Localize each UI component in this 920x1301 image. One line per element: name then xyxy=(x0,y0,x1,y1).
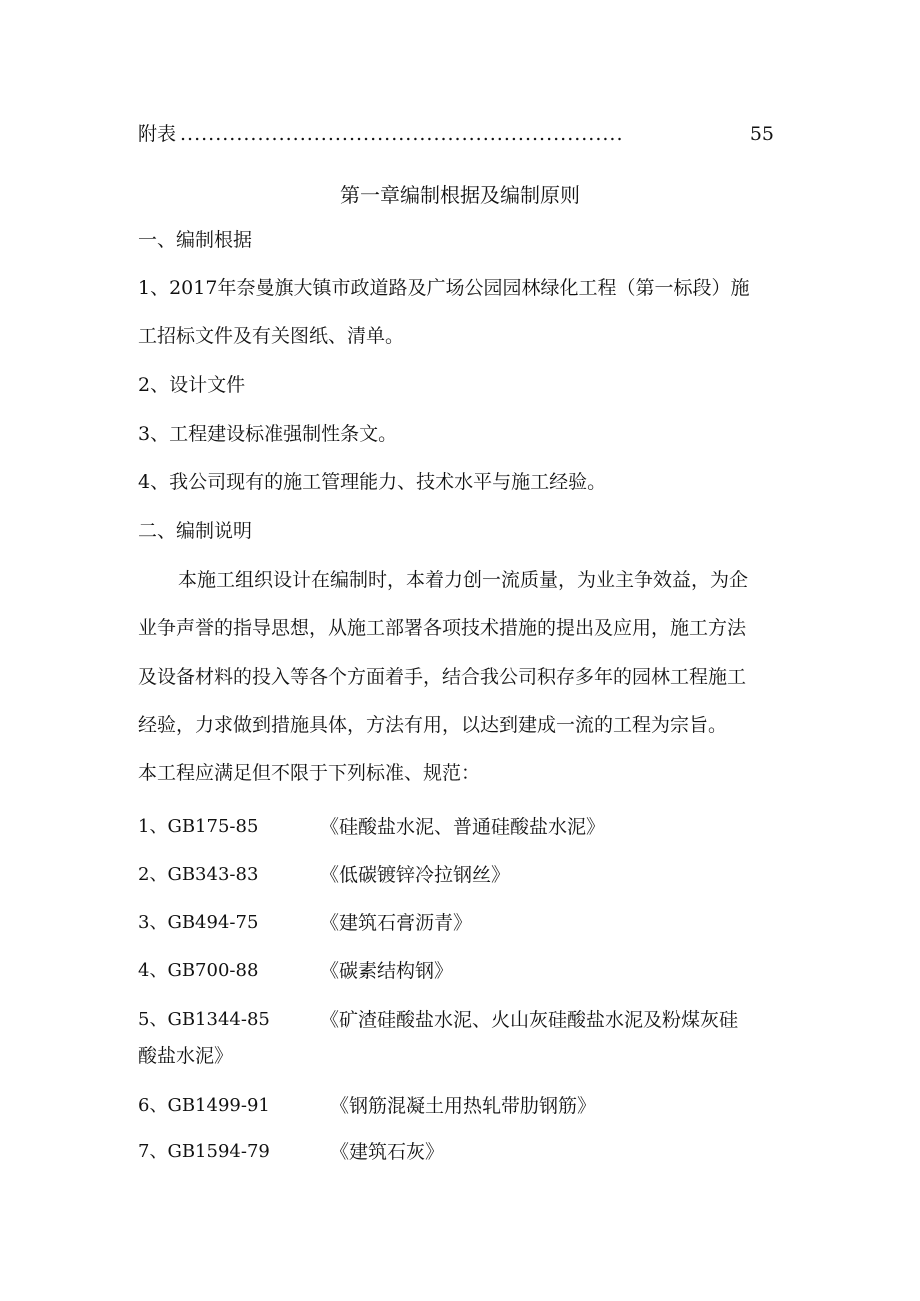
standard-title: 《矿渣硅酸盐水泥、火山灰硅酸盐水泥及粉煤灰硅 xyxy=(320,1009,739,1031)
toc-label: 附表 xyxy=(138,123,177,145)
standard-title: 《建筑石灰》 xyxy=(330,1141,445,1163)
standard-title: 《碳素结构钢》 xyxy=(320,960,454,982)
standards-intro: 本工程应满足但不限于下列标准、规范： xyxy=(138,762,481,784)
standard-code: 2、GB343-83 xyxy=(138,864,259,885)
standard-title: 《硅酸盐水泥、普通硅酸盐水泥》 xyxy=(320,816,606,838)
toc-leader-dots: ............................................................... xyxy=(180,123,624,145)
basis-item-3: 3、工程建设标准强制性条文。 xyxy=(138,423,398,445)
standard-title: 《钢筋混凝土用热轧带肋钢筋》 xyxy=(330,1095,597,1117)
standard-title: 《低碳镀锌冷拉钢丝》 xyxy=(320,864,511,886)
basis-item-4: 4、我公司现有的施工管理能力、技术水平与施工经验。 xyxy=(138,471,607,493)
standard-code: 4、GB700-88 xyxy=(138,960,259,981)
paragraph-line: 及设备材料的投入等各个方面着手，结合我公司积存多年的园林工程施工 xyxy=(138,666,747,688)
basis-item-2: 2、设计文件 xyxy=(138,374,246,396)
paragraph-line: 经验，力求做到措施具体，方法有用，以达到建成一流的工程为宗旨。 xyxy=(138,714,728,736)
standard-title-continued: 酸盐水泥》 xyxy=(138,1045,234,1067)
chapter-title: 第一章编制根据及编制原则 xyxy=(340,183,580,207)
standard-code: 6、GB1499-91 xyxy=(138,1095,270,1116)
standard-title: 《建筑石膏沥青》 xyxy=(320,912,473,934)
basis-item-1: 1、2017年奈曼旗大镇市政道路及广场公园园林绿化工程（第一标段）施 xyxy=(138,277,750,299)
standard-code: 7、GB1594-79 xyxy=(138,1141,270,1162)
basis-item-1-continued: 工招标文件及有关图纸、清单。 xyxy=(138,325,405,347)
standard-code: 3、GB494-75 xyxy=(138,912,259,933)
standard-code: 5、GB1344-85 xyxy=(138,1009,270,1030)
section-heading-explanation: 二、编制说明 xyxy=(138,520,253,542)
toc-page-number: 55 xyxy=(749,123,774,145)
paragraph-line: 业争声誉的指导思想，从施工部署各项技术措施的提出及应用，施工方法 xyxy=(138,617,747,639)
paragraph-line: 本施工组织设计在编制时，本着力创一流质量，为业主争效益，为企 xyxy=(178,569,749,591)
section-heading-basis: 一、编制根据 xyxy=(138,229,253,251)
standard-code: 1、GB175-85 xyxy=(138,816,259,837)
toc-entry[interactable] xyxy=(138,122,774,146)
